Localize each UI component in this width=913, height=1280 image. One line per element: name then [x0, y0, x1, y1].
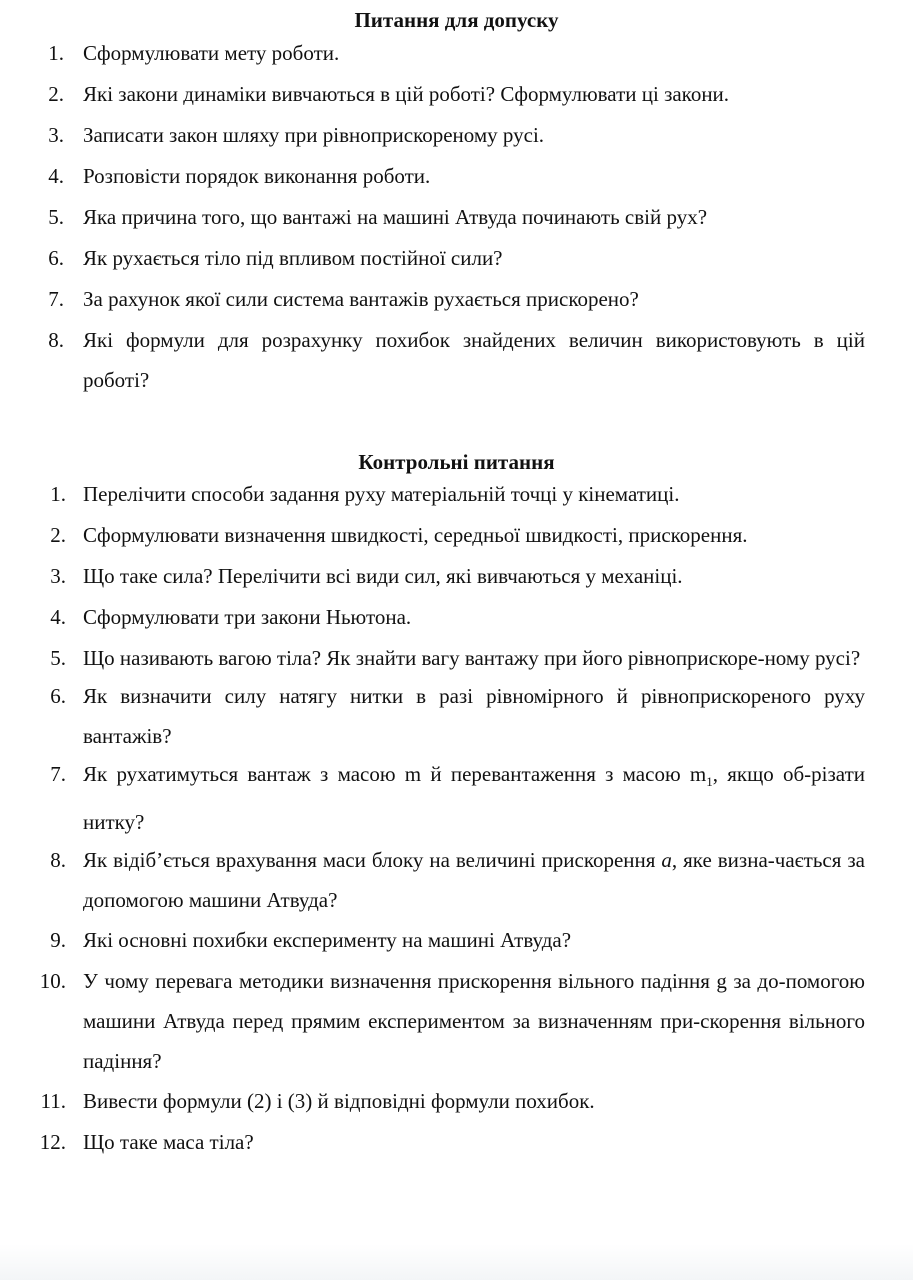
question-text: За рахунок якої сили система вантажів рухається прискорено?: [83, 287, 639, 311]
question-text: Як визначити силу натягу нитки в разі рівномірного й рівноприскореного руху вантажів?: [83, 684, 865, 748]
question-item: [0, 961, 913, 1081]
question-number: 6.: [50, 684, 66, 708]
question-text: [83, 754, 865, 842]
question-item: [0, 754, 913, 842]
question-item: [0, 36, 913, 70]
question-number: 6.: [48, 246, 64, 270]
question-item: [0, 200, 913, 234]
page-bottom-shade: [0, 1244, 913, 1280]
question-number: 2.: [50, 523, 66, 547]
question-item: [0, 159, 913, 193]
question-number: 4.: [48, 164, 64, 188]
question-item: [0, 840, 913, 920]
question-item: [0, 241, 913, 275]
question-text: Розповісти порядок виконання роботи.: [83, 164, 431, 188]
question-text: Що таке маса тіла?: [83, 1130, 254, 1155]
question-item: [0, 1084, 913, 1118]
question-text: Що називають вагою тіла? Як знайти вагу вантажу при його рівноприскоре-ному русі?: [83, 646, 861, 670]
admission-questions-title: Питання для допуску: [354, 8, 559, 32]
question-number: 2.: [48, 82, 64, 106]
question-number: 12.: [39, 1130, 66, 1155]
question-text: Які закони динаміки вивчаються в цій роботі? Сформулювати ці закони.: [83, 82, 730, 106]
subscript-index: 1: [706, 774, 713, 790]
question-text: Перелічити способи задання руху матеріальній точці у кінематиці.: [83, 482, 680, 506]
question-item: [0, 638, 913, 678]
question-text: Сформулювати визначення швидкості, середньої швидкості, прискорення.: [83, 523, 748, 547]
question-text: Які формули для розрахунку похибок знайдених величин використовують в цій роботі?: [83, 328, 865, 392]
question-item: [0, 77, 913, 111]
question-number: 9.: [50, 928, 66, 953]
question-text-part: Як відіб’ється врахування маси блоку на величині прискорення: [83, 848, 662, 873]
question-number: 11.: [40, 1089, 66, 1114]
question-number: 5.: [50, 646, 66, 670]
question-text: Записати закон шляху при рівноприскореному русі.: [83, 123, 545, 147]
question-text: Сформулювати мету роботи.: [83, 41, 340, 65]
question-number: 5.: [48, 205, 64, 229]
question-number: 3.: [48, 123, 64, 147]
question-text: Вивести формули (2) і (3) й відповідні формули похибок.: [83, 1089, 595, 1114]
question-number: 8.: [50, 848, 66, 873]
question-number: 7.: [50, 762, 66, 786]
control-questions-list: [0, 477, 913, 1166]
admission-questions-list: [0, 36, 913, 400]
question-number: 10.: [39, 969, 66, 994]
question-text-part: Як рухатимуться вантаж з масою m й перевантаження з масою m: [83, 762, 707, 786]
question-text-part: , яке визна-чається за допомогою машини Атвуда?: [83, 848, 865, 913]
question-text: Сформулювати три закони Ньютона.: [83, 605, 412, 629]
question-item: [0, 282, 913, 316]
question-number: 1.: [50, 482, 66, 506]
question-item: [0, 118, 913, 152]
question-text: [83, 840, 865, 920]
acceleration-symbol: a: [661, 848, 672, 873]
control-questions-title: Контрольні питання: [358, 450, 555, 474]
question-text: Як рухається тіло під впливом постійної сили?: [83, 246, 503, 270]
question-item: [0, 923, 913, 957]
question-number: 3.: [50, 564, 66, 588]
question-number: 4.: [50, 605, 66, 629]
question-item: [0, 676, 913, 756]
question-number: 1.: [48, 41, 64, 65]
question-item: [0, 1125, 913, 1159]
question-item: [0, 518, 913, 552]
question-item: [0, 600, 913, 634]
question-text: Що таке сила? Перелічити всі види сил, які вивчаються у механіці.: [83, 564, 683, 588]
question-text-part: , якщо об-різати нитку?: [83, 762, 865, 835]
question-item: [0, 559, 913, 593]
question-item: [0, 477, 913, 511]
question-item: [0, 320, 913, 400]
question-text: Які основні похибки експерименту на машині Атвуда?: [83, 928, 572, 953]
question-text: У чому перевага методики визначення прискорення вільного падіння g за до-помогою машини Атвуда перед прямим експериментом за визначенням при-скорення вільного падіння?: [83, 969, 865, 1074]
question-text: Яка причина того, що вантажі на машині Атвуда починають свій рух?: [83, 205, 708, 229]
question-number: 8.: [48, 328, 64, 352]
question-number: 7.: [48, 287, 64, 311]
